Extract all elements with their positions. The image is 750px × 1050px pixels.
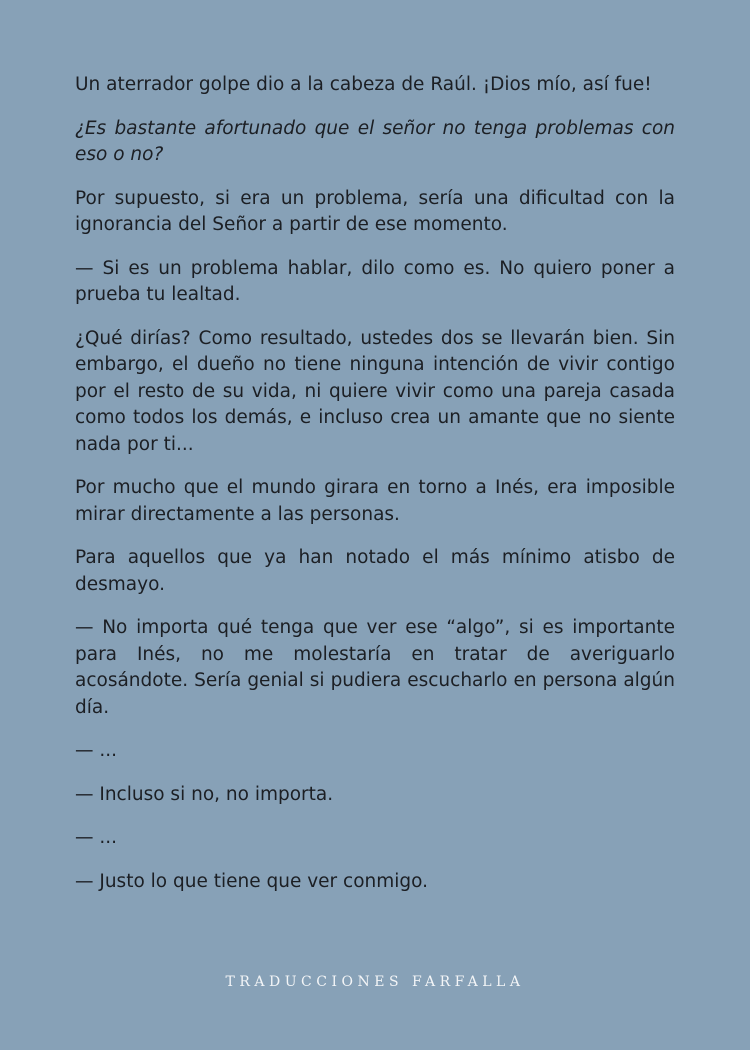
- paragraph-2-italic: ¿Es bastante afortunado que el señor no tenga problemas con eso o no?: [75, 117, 675, 165]
- paragraph-1: Un aterrador golpe dio a la cabeza de Raúl. ¡Dios mío, así fue!: [75, 74, 652, 95]
- paragraph-3: Por supuesto, si era un problema, sería una dificultad con la ignorancia del Señor a partir de ese momento.: [75, 187, 675, 235]
- page-body: [75, 72, 675, 912]
- dialogue-2: — No importa qué tenga que ver ese “algo”, si es importante para Inés, no me molestaría en tratar de averiguarlo acosándote. Sería genial si pudiera escucharlo en persona algún día.: [75, 617, 675, 718]
- dialogue-5: — ...: [75, 827, 118, 848]
- paragraph-5: ¿Qué dirías? Como resultado, ustedes dos se llevarán bien. Sin embargo, el dueño no tiene ninguna intención de vivir contigo por el resto de su vida, ni quiere vivir como una pareja casada como todos los demás, e incluso crea un amante que no siente nada por ti...: [75, 327, 675, 455]
- paragraph-7: Para aquellos que ya han notado el más mínimo atisbo de desmayo.: [75, 547, 675, 595]
- footer-credit: TRADUCCIONES FARFALLA: [225, 974, 525, 990]
- dialogue-6: — Justo lo que tiene que ver conmigo.: [75, 870, 429, 892]
- dialogue-1: — Si es un problema hablar, dilo como es. No quiero poner a prueba tu lealtad.: [75, 257, 675, 305]
- dialogue-3: — ...: [75, 740, 118, 761]
- dialogue-4: — Incluso si no, no importa.: [75, 783, 334, 805]
- paragraph-6: Por mucho que el mundo girara en torno a Inés, era imposible mirar directamente a las personas.: [75, 477, 675, 525]
